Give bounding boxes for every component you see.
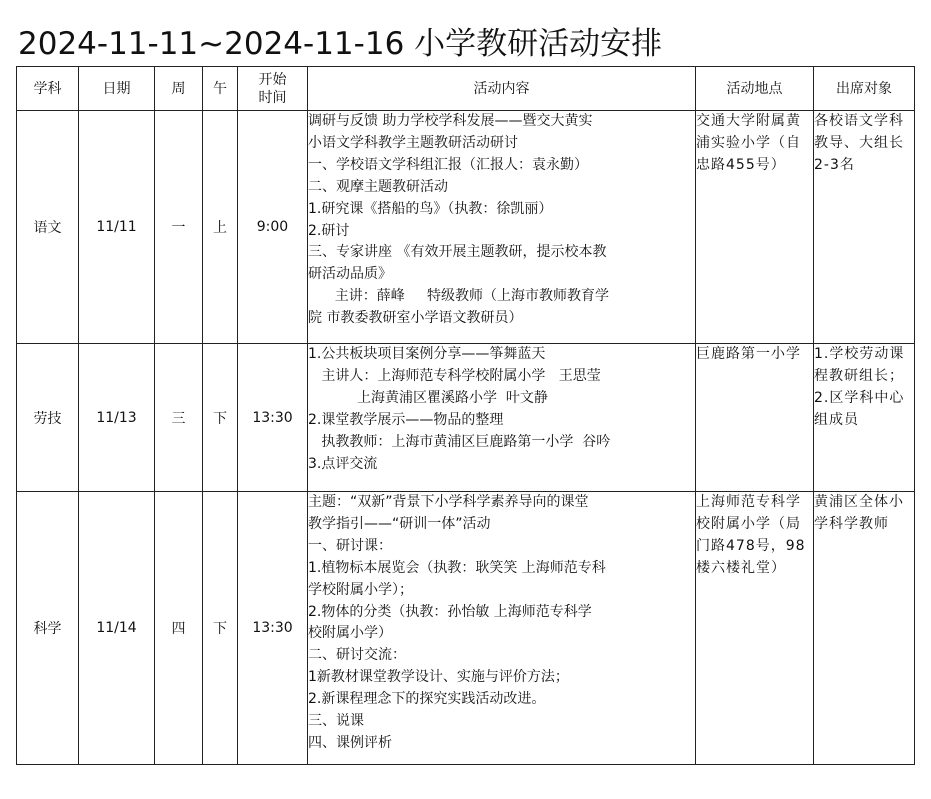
cell-audience: 黄浦区全体小学科学教师 xyxy=(814,492,915,765)
schedule-table xyxy=(16,66,915,765)
cell-weekday: 一 xyxy=(155,111,203,344)
cell-time: 13:30 xyxy=(238,344,308,492)
header-date: 日期 xyxy=(79,67,155,111)
content-line: 2.新课程理念下的探究实践活动改进。 xyxy=(308,691,546,708)
cell-audience: 各校语文学科教导、大组长2-3名 xyxy=(814,111,915,344)
content-line: 1.研究课《搭船的鸟》（执教：徐凯丽） xyxy=(308,200,553,217)
content-line: 三、说课 xyxy=(308,713,364,730)
content-line: 主讲：薛峰 特级教师（上海市教师教育学 xyxy=(308,288,609,305)
content-line: 执教教师：上海市黄浦区巨鹿路第一小学 谷吟 xyxy=(308,433,611,450)
cell-period: 下 xyxy=(203,492,238,765)
cell-content xyxy=(308,492,696,765)
cell-subject: 劳技 xyxy=(17,344,79,492)
cell-subject: 语文 xyxy=(17,111,79,344)
cell-date: 11/11 xyxy=(79,111,155,344)
cell-weekday: 四 xyxy=(155,492,203,765)
content-line: 四、课例评析 xyxy=(308,734,392,751)
header-start-time xyxy=(238,67,308,111)
cell-location: 交通大学附属黄浦实验小学（自忠路455号） xyxy=(696,111,814,344)
table-row xyxy=(17,492,915,765)
header-period: 午 xyxy=(203,67,238,111)
cell-time: 13:30 xyxy=(238,492,308,765)
content-line: 2.物体的分类（执教：孙怡敏 上海师范专科学 xyxy=(308,603,592,620)
content-line: 1.公共板块项目案例分享——筝舞蓝天 xyxy=(308,346,546,362)
content-line: 院 市教委教研室小学语文教研员） xyxy=(308,310,523,327)
content-line: 1.植物标本展览会（执教：耿笑笑 上海师范专科 xyxy=(308,559,606,576)
cell-location: 巨鹿路第一小学 xyxy=(696,344,814,492)
cell-subject: 科学 xyxy=(17,492,79,765)
content-line: 上海黄浦区瞿溪路小学 叶文静 xyxy=(308,389,548,406)
cell-weekday: 三 xyxy=(155,344,203,492)
content-line: 二、观摩主题教研活动 xyxy=(308,178,448,195)
header-location: 活动地点 xyxy=(696,67,814,111)
content-line: 主讲人：上海师范专科学校附属小学 王思莹 xyxy=(308,367,601,384)
header-start-time-line2: 时间 xyxy=(258,89,287,106)
content-line: 研活动品质》 xyxy=(308,266,392,283)
cell-content xyxy=(308,111,696,344)
content-line: 小语文学科教学主题教研活动研讨 xyxy=(308,134,518,151)
content-line: 1新教材课堂教学设计、实施与评价方法； xyxy=(308,669,569,686)
content-line: 二、研讨交流： xyxy=(308,647,406,664)
content-line: 一、研讨课： xyxy=(308,537,392,554)
table-row xyxy=(17,344,915,492)
content-line: 主题：“双新”背景下小学科学素养导向的课堂 xyxy=(308,494,589,510)
header-subject: 学科 xyxy=(17,67,79,111)
cell-time: 9:00 xyxy=(238,111,308,344)
content-line: 2.课堂教学展示——物品的整理 xyxy=(308,411,504,428)
content-line: 调研与反馈 助力学校学科发展——暨交大黄实 xyxy=(308,113,593,129)
content-line: 三、专家讲座 《有效开展主题教研，提示校本教 xyxy=(308,244,607,261)
header-row xyxy=(17,67,915,111)
content-line: 学校附属小学）； xyxy=(308,581,413,598)
header-audience: 出席对象 xyxy=(814,67,915,111)
cell-content xyxy=(308,344,696,492)
header-weekday: 周 xyxy=(155,67,203,111)
content-line: 一、学校语文学科组汇报（汇报人：袁永勤） xyxy=(308,156,588,173)
content-line: 2.研讨 xyxy=(308,222,350,239)
cell-period: 上 xyxy=(203,111,238,344)
cell-location: 上海师范专科学校附属小学（局门路478号，98楼六楼礼堂） xyxy=(696,492,814,765)
header-content: 活动内容 xyxy=(308,67,696,111)
content-line: 3.点评交流 xyxy=(308,455,378,472)
cell-date: 11/13 xyxy=(79,344,155,492)
header-start-time-line1: 开始 xyxy=(258,71,287,88)
content-line: 校附属小学） xyxy=(308,625,392,642)
cell-audience: 1.学校劳动课程教研组长；2.区学科中心组成员 xyxy=(814,344,915,492)
cell-period: 下 xyxy=(203,344,238,492)
cell-date: 11/14 xyxy=(79,492,155,765)
table-row xyxy=(17,111,915,344)
content-line: 教学指引——“研训一体”活动 xyxy=(308,515,491,532)
page-title: 2024-11-11~2024-11-16 小学教研活动安排 xyxy=(18,26,663,62)
